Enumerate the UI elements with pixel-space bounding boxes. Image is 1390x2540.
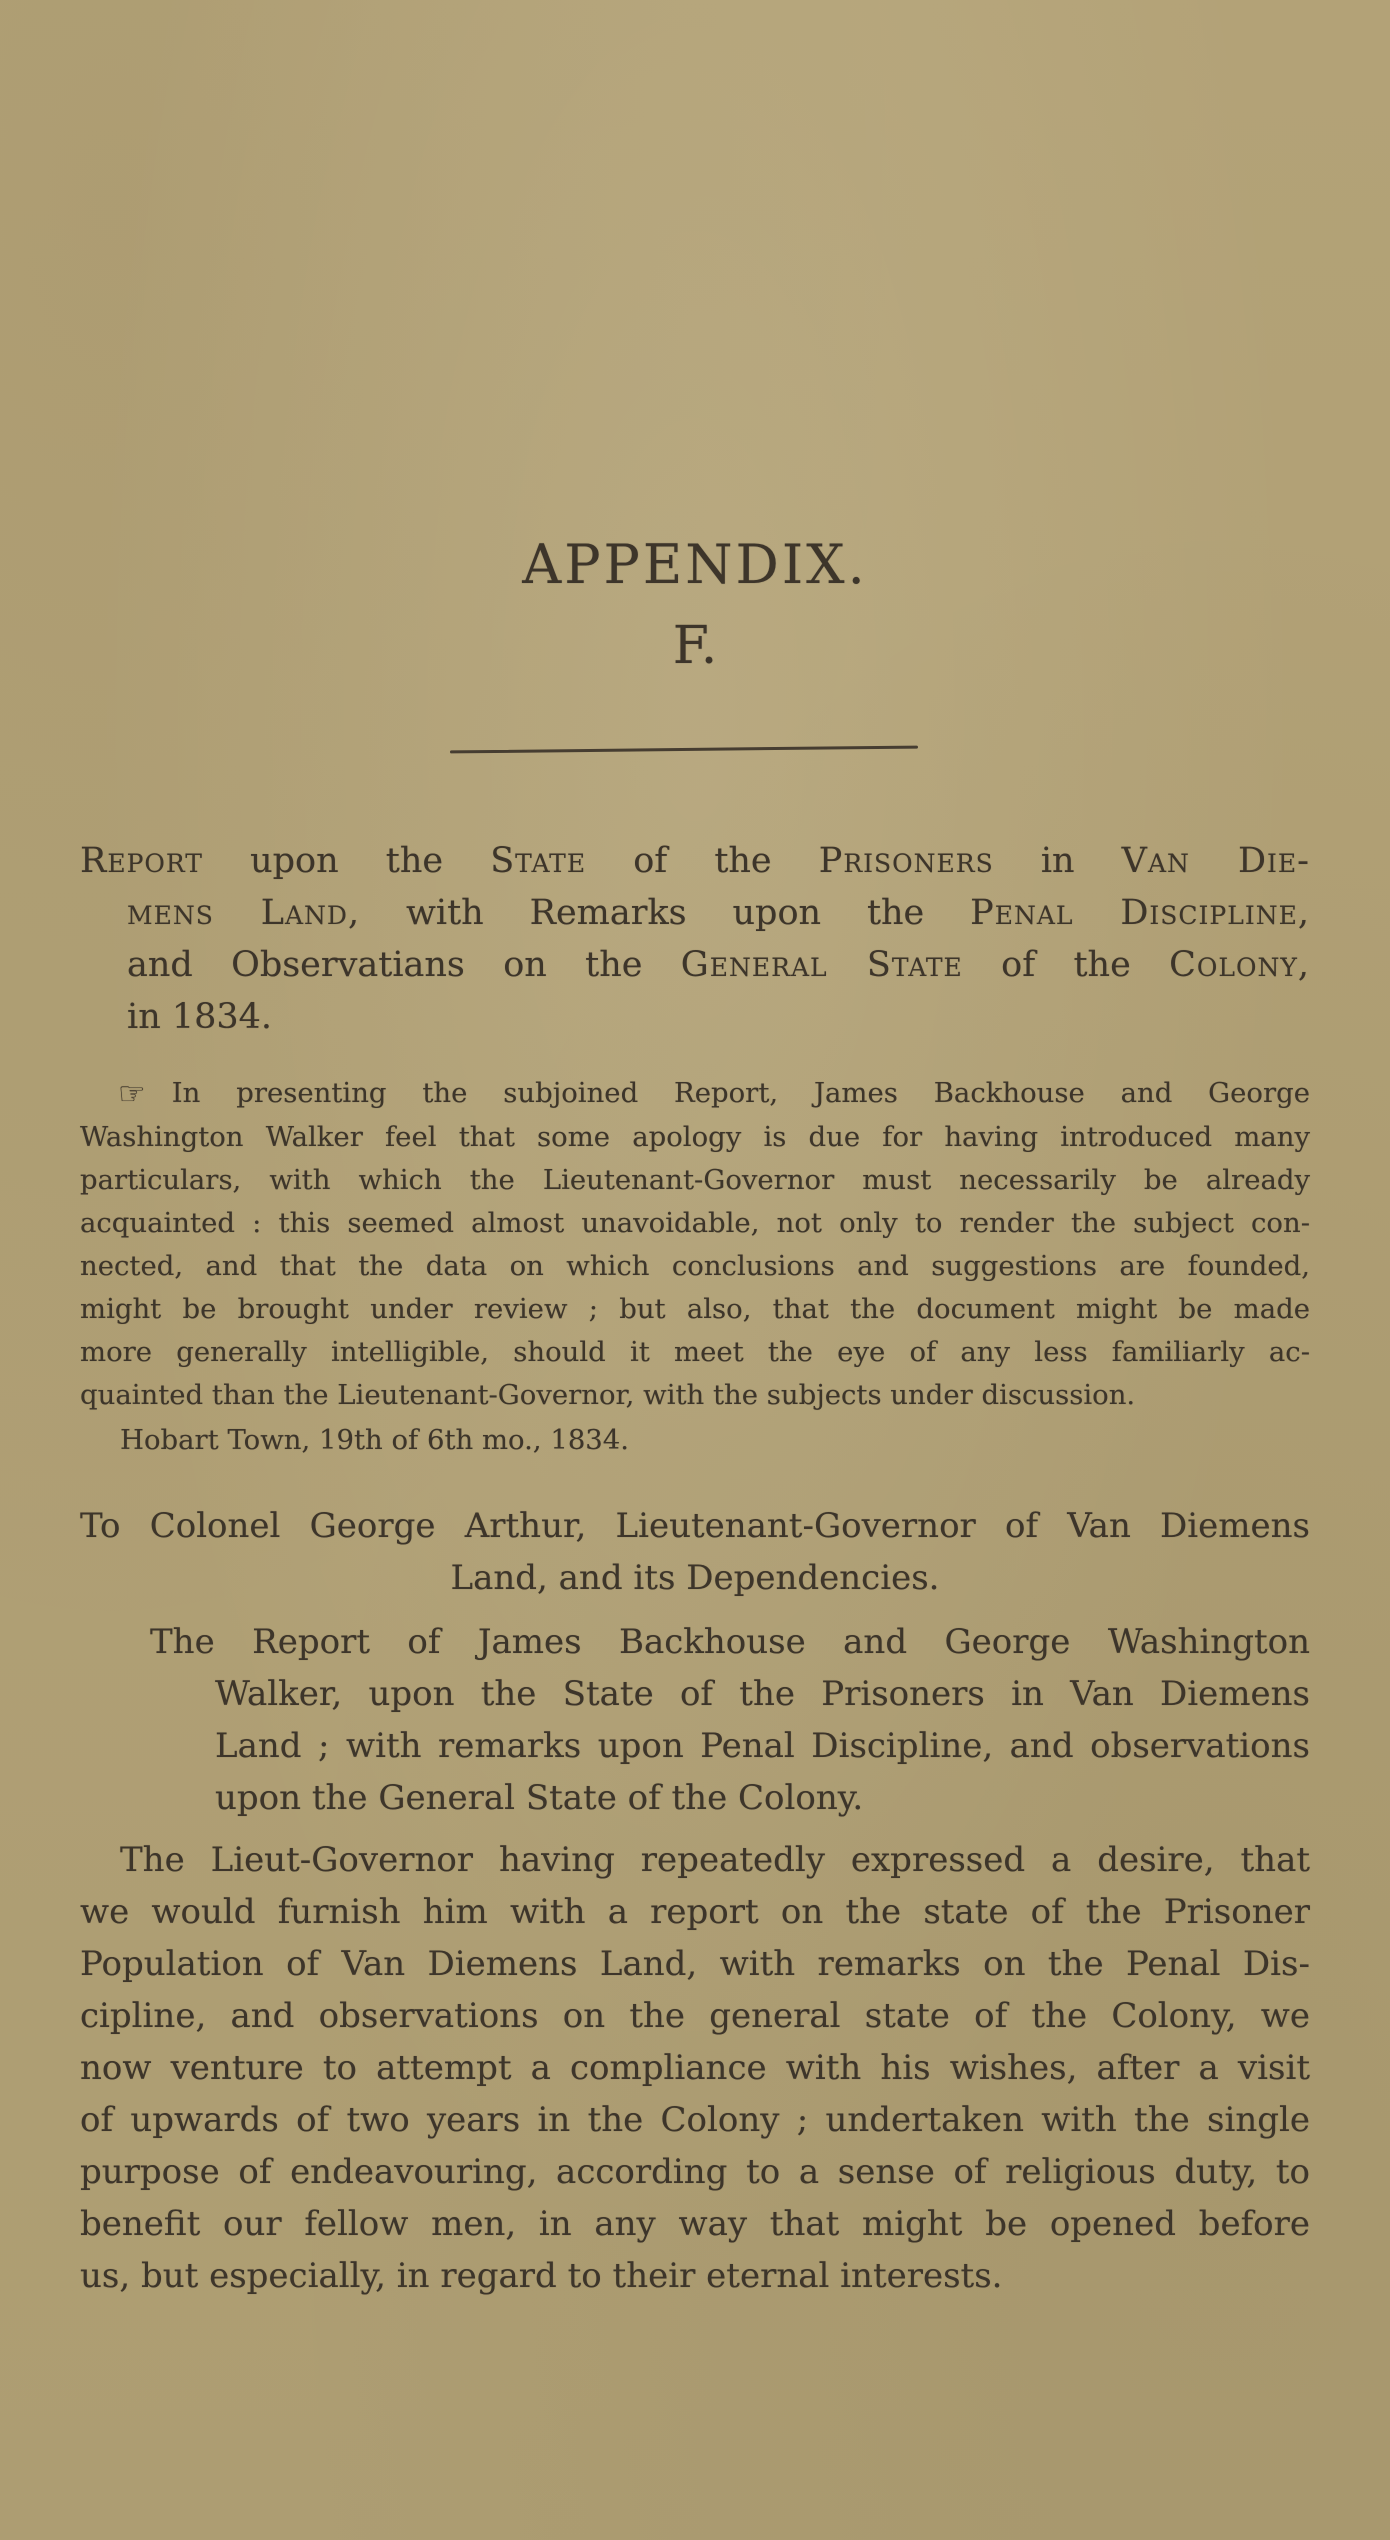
text-line xyxy=(80,1552,1310,1604)
text-run: of the xyxy=(586,841,819,881)
text-run: and Observatians on the xyxy=(127,945,681,985)
text-line xyxy=(80,1072,1310,1116)
text-line xyxy=(80,1886,1310,1938)
text-run: acquainted : this seemed almost unavoidable, not only to render the subject con- xyxy=(80,1207,1310,1239)
text-run: Report xyxy=(80,841,203,881)
text-run: Prisoners xyxy=(818,841,994,881)
text-run: in 1834. xyxy=(127,997,273,1037)
text-run: The Lieut-Governor having repeatedly expressed a desire, that xyxy=(120,1840,1310,1880)
text-run: might be brought under review ; but also, that the document might be made xyxy=(80,1293,1310,1325)
text-run: Land, and its Dependencies. xyxy=(450,1558,940,1598)
address-block xyxy=(80,1500,1310,1604)
text-line xyxy=(80,1668,1310,1720)
text-run: mens Land, xyxy=(127,893,361,933)
text-run: Land ; with remarks upon Penal Discipline, and observations xyxy=(215,1726,1310,1766)
text-run: particulars, with which the Lieutenant-Governor must necessarily be already xyxy=(80,1164,1310,1196)
text-line xyxy=(80,1288,1310,1331)
text-line xyxy=(80,2042,1310,2094)
prefatory-note-paragraph xyxy=(80,1072,1310,1417)
text-run: with Remarks upon the xyxy=(360,893,971,933)
text-line xyxy=(80,1419,1310,1462)
text-line xyxy=(80,1116,1310,1159)
text-line xyxy=(80,1720,1310,1772)
text-line xyxy=(80,2250,1310,2302)
text-line xyxy=(80,1331,1310,1374)
divider-rule xyxy=(450,746,918,754)
text-run: cipline, and observations on the general state of the Colony, we xyxy=(80,1996,1310,2036)
manicule-icon: ☞ xyxy=(118,1076,146,1112)
text-run: now venture to attempt a compliance with his wishes, after a visit xyxy=(80,2048,1310,2088)
text-run: State xyxy=(490,841,587,881)
text-line xyxy=(80,1834,1310,1886)
text-run: The Report of James Backhouse and George Washington xyxy=(150,1622,1310,1662)
text-run: Hobart Town, 19th of 6th mo., 1834. xyxy=(120,1424,630,1456)
text-line xyxy=(80,1616,1310,1668)
text-run: Penal Discipline, xyxy=(970,893,1310,933)
text-run: more generally intelligible, should it meet the eye of any less familiarly ac- xyxy=(80,1336,1310,1368)
text-line xyxy=(80,2198,1310,2250)
text-line xyxy=(80,887,1310,939)
text-run: Washington Walker feel that some apology is due for having introduced many xyxy=(80,1121,1310,1153)
text-run: us, but especially, in regard to their eternal interests. xyxy=(80,2256,1003,2296)
text-run: upon the xyxy=(202,841,491,881)
text-line xyxy=(80,1990,1310,2042)
text-line xyxy=(80,1772,1310,1824)
dateline xyxy=(80,1419,1310,1462)
opening-paragraph xyxy=(80,1834,1310,2302)
text-run: In presenting the subjoined Report, James Backhouse and George xyxy=(171,1077,1310,1109)
text-run: quainted than the Lieutenant-Governor, with the subjects under discussion. xyxy=(80,1379,1136,1411)
text-line xyxy=(80,1938,1310,1990)
section-letter: F. xyxy=(672,616,718,676)
text-run: nected, and that the data on which conclusions and suggestions are founded, xyxy=(80,1250,1310,1282)
text-run: of the xyxy=(962,945,1170,985)
text-run: upon the General State of the Colony. xyxy=(215,1778,864,1818)
text-run: Van Die- xyxy=(1121,841,1310,881)
text-line xyxy=(80,2094,1310,2146)
text-line xyxy=(80,939,1310,991)
report-heading-paragraph xyxy=(80,835,1310,1043)
text-line xyxy=(80,1202,1310,1245)
text-line xyxy=(80,1159,1310,1202)
text-run: we would furnish him with a report on the state of the Prisoner xyxy=(80,1892,1310,1932)
text-run: To Colonel George Arthur, Lieutenant-Governor of Van Diemens xyxy=(80,1506,1310,1546)
appendix-title: APPENDIX. xyxy=(522,533,868,596)
text-run: benefit our fellow men, in any way that might be opened before xyxy=(80,2204,1310,2244)
text-run: of upwards of two years in the Colony ; undertaken with the single xyxy=(80,2100,1310,2140)
text-run: Colony, xyxy=(1169,945,1310,985)
text-line xyxy=(80,2146,1310,2198)
report-title-block xyxy=(80,1616,1310,1824)
text-line xyxy=(80,835,1310,887)
text-run: purpose of endeavouring, according to a sense of religious duty, to xyxy=(80,2152,1310,2192)
text-line xyxy=(80,1374,1310,1417)
text-run: Walker, upon the State of the Prisoners in Van Diemens xyxy=(215,1674,1310,1714)
text-line xyxy=(80,991,1310,1043)
text-line xyxy=(80,1245,1310,1288)
text-run: Population of Van Diemens Land, with remarks on the Penal Dis- xyxy=(80,1944,1310,1984)
text-run: in xyxy=(993,841,1122,881)
text-line xyxy=(80,1500,1310,1552)
text-run: General State xyxy=(680,945,963,985)
